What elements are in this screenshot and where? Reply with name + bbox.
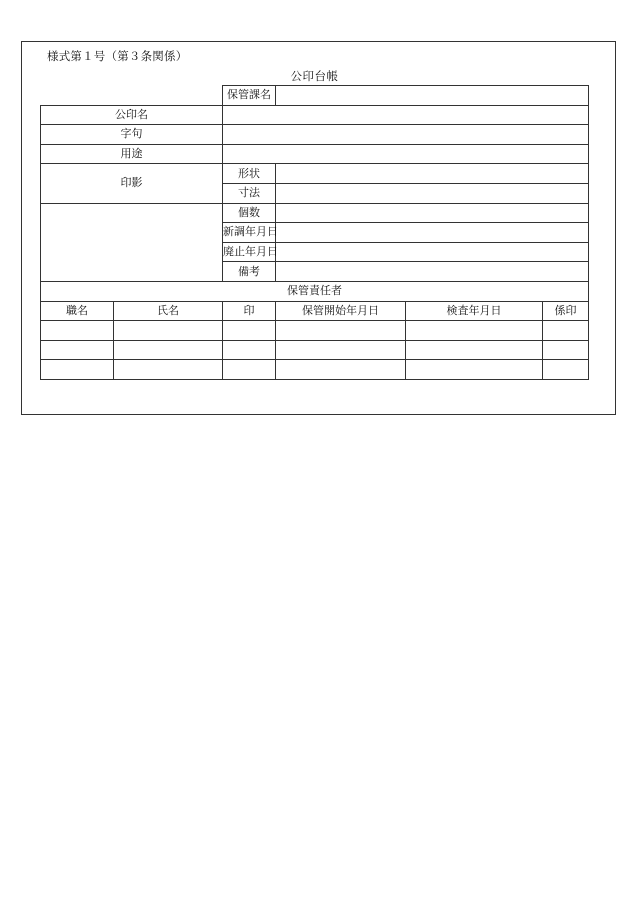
- row-shape: [41, 164, 589, 184]
- row-wording: [41, 125, 589, 145]
- label-seal-name: 公印名: [41, 105, 223, 125]
- label-dimensions: 寸法: [223, 183, 276, 203]
- col-header-seal: 印: [223, 301, 276, 321]
- seal-ledger-table: [40, 85, 589, 380]
- value-department[interactable]: [276, 86, 589, 106]
- row-count: [41, 203, 589, 223]
- col-header-clerk-seal: 係印: [543, 301, 589, 321]
- col-header-inspection-date: 検査年月日: [406, 301, 543, 321]
- label-remarks: 備考: [223, 262, 276, 282]
- custodian-row: [41, 340, 589, 360]
- value-dimensions[interactable]: [276, 183, 589, 203]
- cell-inspection-date[interactable]: [406, 321, 543, 341]
- cell-name[interactable]: [114, 360, 223, 380]
- form-title: 公印台帳: [290, 69, 339, 83]
- cell-position[interactable]: [41, 321, 114, 341]
- row-department: [41, 86, 589, 106]
- cell-clerk-seal[interactable]: [543, 360, 589, 380]
- label-impression: 印影: [41, 164, 223, 203]
- cell-position[interactable]: [41, 360, 114, 380]
- cell-seal[interactable]: [223, 321, 276, 341]
- cell-custody-start[interactable]: [276, 321, 406, 341]
- col-header-custody-start: 保管開始年月日: [276, 301, 406, 321]
- custodian-heading: 保管責任者: [41, 281, 589, 301]
- custodian-row: [41, 360, 589, 380]
- value-purpose[interactable]: [223, 144, 589, 164]
- cell-clerk-seal[interactable]: [543, 321, 589, 341]
- custodian-row: [41, 321, 589, 341]
- label-purpose: 用途: [41, 144, 223, 164]
- col-header-position: 職名: [41, 301, 114, 321]
- label-count: 個数: [223, 203, 276, 223]
- form-number-label: 様式第１号（第３条関係）: [47, 49, 188, 63]
- blank-cell: [41, 86, 223, 106]
- seal-impression-area: [41, 203, 223, 281]
- cell-position[interactable]: [41, 340, 114, 360]
- label-abolished-date: 廃止年月日: [223, 242, 276, 262]
- cell-inspection-date[interactable]: [406, 340, 543, 360]
- row-purpose: [41, 144, 589, 164]
- label-wording: 字句: [41, 125, 223, 145]
- label-department: 保管課名: [223, 86, 276, 106]
- cell-name[interactable]: [114, 321, 223, 341]
- value-remarks[interactable]: [276, 262, 589, 282]
- cell-custody-start[interactable]: [276, 360, 406, 380]
- col-header-name: 氏名: [114, 301, 223, 321]
- value-seal-name[interactable]: [223, 105, 589, 125]
- cell-name[interactable]: [114, 340, 223, 360]
- value-count[interactable]: [276, 203, 589, 223]
- value-created-date[interactable]: [276, 223, 589, 243]
- value-shape[interactable]: [276, 164, 589, 184]
- value-abolished-date[interactable]: [276, 242, 589, 262]
- cell-seal[interactable]: [223, 360, 276, 380]
- value-wording[interactable]: [223, 125, 589, 145]
- cell-custody-start[interactable]: [276, 340, 406, 360]
- row-seal-name: [41, 105, 589, 125]
- row-custodian-heading: [41, 281, 589, 301]
- custodian-header-row: [41, 301, 589, 321]
- label-shape: 形状: [223, 164, 276, 184]
- cell-seal[interactable]: [223, 340, 276, 360]
- label-created-date: 新調年月日: [223, 223, 276, 243]
- cell-inspection-date[interactable]: [406, 360, 543, 380]
- cell-clerk-seal[interactable]: [543, 340, 589, 360]
